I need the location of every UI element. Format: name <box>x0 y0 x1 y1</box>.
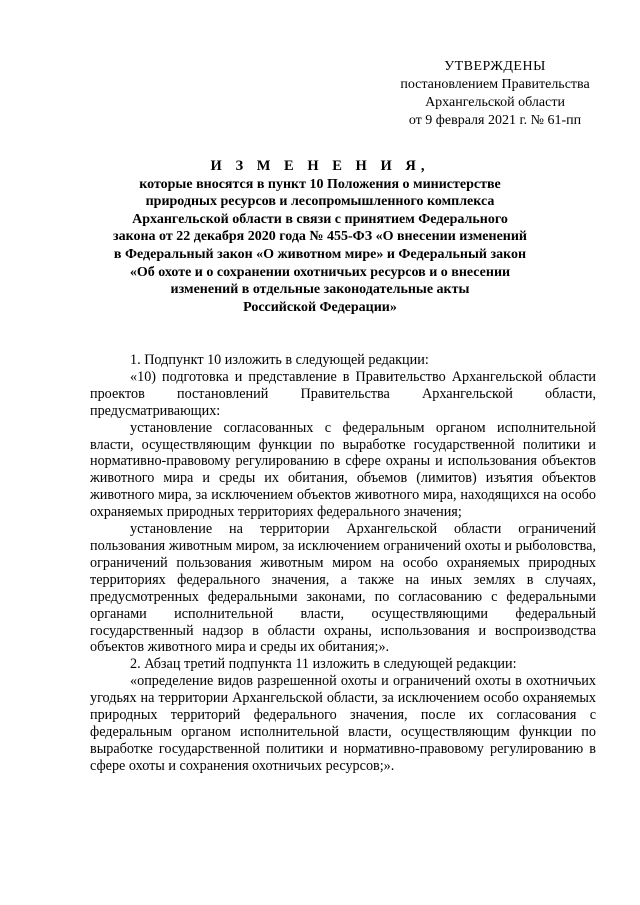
paragraph-item-2: 2. Абзац третий подпункта 11 изложить в следующей редакции: <box>130 656 517 673</box>
paragraph: «определение видов разрешенной охоты и ограничений охоты в охотничьих угодьях на территории Архангельской области, за исключением особо охраняемых природных территорий федерального значения, после их согласования с федеральным органом исполнительной власти, осуществляющим функции по выработке государственной политики и нормативно-правовому регулированию в сфере охоты и сохранения охотничьих ресурсов;». <box>90 673 596 774</box>
paragraph: установление на территории Архангельской области ограничений пользования животным миром, за исключением ограничений охоты и рыболовства, ограничений пользования животным миром на особо охраняемых природных территориях федерального значения, а также на иных землях в случаях, предусмотренных федеральными законами, по согласованию с федеральными органами исполнительной власти, осуществляющими федеральный государственный надзор в области охраны, использования и воспроизводства объектов животного мира и среды их обитания;». <box>90 521 596 656</box>
approval-block <box>380 58 610 130</box>
approval-date: от 9 февраля 2021 г. № 61-пп <box>408 113 582 128</box>
document-title <box>80 158 560 316</box>
title-line: Архангельской области в связи с принятием Федерального <box>132 211 508 227</box>
title-line: в Федеральный закон «О животном мире» и Федеральный закон <box>113 246 527 262</box>
title-line: природных ресурсов и лесопромышленного комплекса <box>145 194 495 210</box>
approval-line: Архангельской области <box>425 95 565 110</box>
title-line: закона от 22 декабря 2020 года № 455-ФЗ «О внесении изменений <box>112 229 528 245</box>
document-body <box>90 352 596 775</box>
approval-heading: УТВЕРЖДЕНЫ <box>444 59 546 74</box>
approval-line: постановлением Правительства <box>400 77 590 92</box>
paragraph: «10) подготовка и представление в Правительство Архангельской области проектов постановлений Правительства Архангельской области, предусматривающих: <box>90 368 596 419</box>
title-line: Российской Федерации» <box>243 299 397 315</box>
title-line: изменений в отдельные законодательные акты <box>170 282 470 298</box>
title-line: «Об охоте и о сохранении охотничьих ресурсов и о внесении <box>129 264 511 280</box>
paragraph-item-1: 1. Подпункт 10 изложить в следующей редакции: <box>130 352 429 368</box>
title-heading: И З М Е Н Е Н И Я, <box>210 158 430 174</box>
title-line: которые вносятся в пункт 10 Положения о министерстве <box>139 176 501 192</box>
paragraph: установление согласованных с федеральным органом исполнительной власти, осуществляющим функции по выработке государственной политики и нормативно-правовому регулированию в сфере охраны и использования объектов животного мира и среды их обитания, объемов (лимитов) изъятия объектов животного мира, за исключением объектов животного мира, находящихся на особо охраняемых природных территориях федерального значения; <box>90 419 596 521</box>
